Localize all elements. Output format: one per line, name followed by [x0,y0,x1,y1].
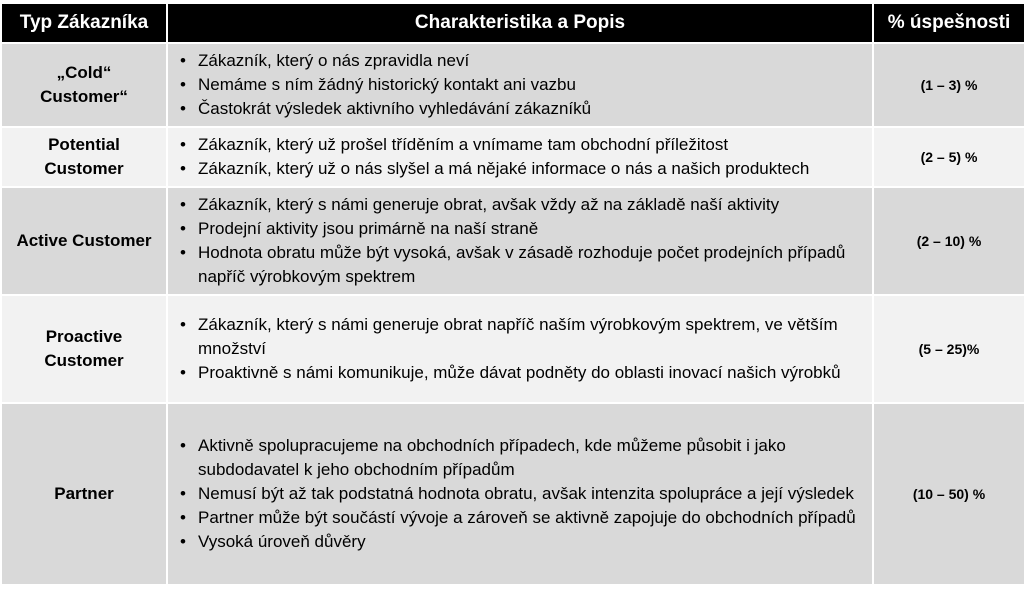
customer-type-cell [1,187,167,295]
list-item [176,530,862,554]
list-item [176,313,862,361]
list-item [176,434,862,482]
list-item [176,506,862,530]
list-item [176,193,862,217]
success-rate-cell: (10 – 50) % [873,403,1024,585]
table-row-cold-customer [1,43,1024,127]
header-type: Typ Zákazníka [1,2,167,43]
bullet-text: Vysoká úroveň důvěry [198,532,366,551]
customer-type-line: „Cold“ [56,63,112,82]
table-row-potential-customer [1,127,1024,187]
description-cell [167,187,873,295]
bullet-icon: • [180,75,186,94]
bullet-icon: • [180,99,186,118]
bullet-text: Nemusí být až tak podstatná hodnota obratu, avšak intenzita spolupráce a její výsledek [198,484,854,503]
customer-type-line: Customer“ [40,87,128,106]
list-item [176,49,862,73]
bullet-text: Partner může být součástí vývoje a zároveň se aktivně zapojuje do obchodních případů [198,508,856,527]
customer-type-line: Active Customer [16,231,152,250]
bullet-icon: • [180,363,186,382]
bullet-text: Zákazník, který s námi generuje obrat napříč naším výrobkovým spektrem, ve větším množství [198,315,838,358]
customer-type-line: Customer [44,351,124,370]
bullet-icon: • [180,315,186,334]
customer-type-line: Customer [44,159,124,178]
bullet-text: Zákazník, který už prošel tříděním a vnímame tam obchodní příležitost [198,135,729,154]
bullet-text: Hodnota obratu může být vysoká, avšak v zásadě rozhoduje počet prodejních případů napříč výrobkovým spektrem [198,243,846,286]
header-description: Charakteristika a Popis [167,2,873,43]
bullet-list [176,313,862,385]
bullet-text: Prodejní aktivity jsou primárně na naší straně [198,219,539,238]
bullet-icon: • [180,508,186,527]
bullet-icon: • [180,195,186,214]
table-row-active-customer [1,187,1024,295]
success-rate-cell: (1 – 3) % [873,43,1024,127]
bullet-icon: • [180,51,186,70]
bullet-icon: • [180,484,186,503]
customer-type-cell [1,127,167,187]
description-cell [167,295,873,403]
bullet-list [176,434,862,554]
bullet-text: Zákazník, který s námi generuje obrat, avšak vždy až na základě naší aktivity [198,195,780,214]
list-item [176,73,862,97]
customer-type-line: Proactive [45,327,123,346]
bullet-icon: • [180,219,186,238]
list-item [176,217,862,241]
bullet-text: Zákazník, který o nás zpravidla neví [198,51,470,70]
bullet-icon: • [180,159,186,178]
bullet-text: Nemáme s ním žádný historický kontakt ani vazbu [198,75,576,94]
bullet-text: Častokrát výsledek aktivního vyhledávání zákazníků [198,99,592,118]
description-cell [167,403,873,585]
bullet-list [176,193,862,289]
customer-type-cell [1,295,167,403]
customer-type-line: Partner [54,484,114,503]
bullet-list [176,49,862,121]
customer-type-cell [1,43,167,127]
list-item [176,157,862,181]
bullet-text: Zákazník, který už o nás slyšel a má nějaké informace o nás a našich produktech [198,159,810,178]
table-row-proactive-customer [1,295,1024,403]
bullet-icon: • [180,532,186,551]
bullet-icon: • [180,436,186,455]
list-item [176,361,862,385]
bullet-icon: • [180,243,186,262]
bullet-text: Aktivně spolupracujeme na obchodních případech, kde můžeme působit i jako subdodavatel k jeho obchodním případům [198,436,786,479]
list-item [176,482,862,506]
success-rate-cell: (5 – 25)% [873,295,1024,403]
success-rate-cell: (2 – 5) % [873,127,1024,187]
bullet-list [176,133,862,181]
bullet-text: Proaktivně s námi komunikuje, může dávat podněty do oblasti inovací našich výrobků [198,363,841,382]
bullet-icon: • [180,135,186,154]
table-row-partner [1,403,1024,585]
description-cell [167,43,873,127]
customer-type-line: Potential [48,135,120,154]
list-item [176,97,862,121]
list-item [176,133,862,157]
customer-type-cell [1,403,167,585]
table-header [1,2,1024,43]
list-item [176,241,862,289]
success-rate-cell: (2 – 10) % [873,187,1024,295]
header-rate: % úspešnosti [873,2,1024,43]
description-cell [167,127,873,187]
